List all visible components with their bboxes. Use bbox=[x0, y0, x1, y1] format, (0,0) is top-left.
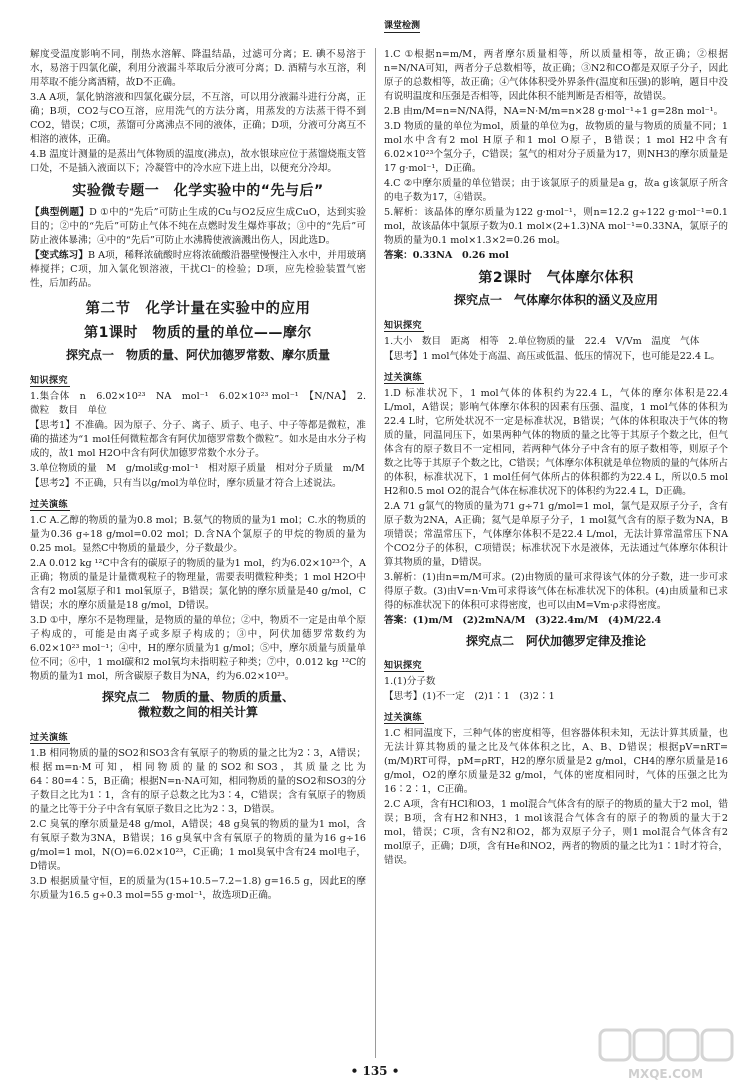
exercise-tag: 过关演练 bbox=[30, 730, 70, 744]
intro-paragraph: 4.B 温度计测量的是蒸出气体物质的温度(沸点)，故水银球应位于蒸馏烧瓶支管口处，不是插入液面以下；冷凝管中的冷水应下进上出，以便充分冷却。 bbox=[30, 149, 366, 174]
exercise-item: 2.C A项，含有HCl和O3，1 mol混合气体含有的原子的物质的量大于2 mol，错误；B项，含有H2和NH3，1 mol该混合气体含有的原子的物质的量大于2 mol，错误；C项，含有N2和O2，都为双原子分子，则1 mol混合气体含有2 mol原子，正确；D项，含有He和NO2，两者的物质的量之比为1∶1时才符合，错误。 bbox=[384, 799, 728, 867]
check-item: 1.C ①根据n=m/M，两者摩尔质量相等，所以质量相等，故正确；②根据n=N/NA可知，两者分子总数相等，故正确；③N2和CO都是双原子分子，因此原子的总数相等，故正确；④气体体积受外界条件(温度和压强)的影响，题目中没有说明温度和压强是否相等，因此体积不能判断是否相等，故错误。 bbox=[384, 49, 728, 102]
point-title: 探究点二 阿伏加德罗定律及推论 bbox=[465, 633, 646, 648]
column-divider bbox=[375, 48, 376, 1058]
knowledge-tag: 知识探究 bbox=[384, 318, 424, 332]
exercise-answer: 答案：(1)m/M (2)2mNA/M (3)22.4m/M (4)M/22.4 bbox=[384, 614, 662, 626]
point-title: 探究点一 气体摩尔体积的涵义及应用 bbox=[453, 293, 658, 307]
variant-label: 【变式练习】 bbox=[30, 250, 88, 261]
point-title bbox=[30, 690, 366, 721]
check-item: 3.D 物质的量的单位为mol，质量的单位为g，故物质的量与物质的质量不同；1 mol水中含有2 mol H原子和1 mol O原子，B错误；1 mol H2中含有6.02×10²³个氢分子，C错误；氢气的相对分子质量为17，则NH3的摩尔质量是17 g·mol⁻¹，D正确。 bbox=[384, 121, 728, 174]
knowledge-item: 1.(1)分子数 bbox=[384, 676, 436, 688]
watermark-logo-icon bbox=[598, 1028, 738, 1084]
left-column bbox=[30, 48, 366, 904]
lesson-title: 第1课时 物质的量的单位——摩尔 bbox=[84, 325, 312, 341]
check-answer: 答案：0.33NA 0.26 mol bbox=[384, 250, 509, 261]
point-title-line: 微粒数之间的相关计算 bbox=[137, 705, 258, 720]
intro-paragraph: 解度受温度影响不同，削热水溶解、降温结晶，过滤可分离；E. 碘不易溶于水，易溶于四氯化碳，利用分液漏斗萃取后分液可分离；D. 酒精与水互溶，利用萃取不能分离酒精，故D不正确。 bbox=[30, 49, 366, 88]
lesson-title: 第2课时 气体摩尔体积 bbox=[478, 270, 634, 286]
section-title: 第二节 化学计量在实验中的应用 bbox=[85, 301, 311, 317]
exercise-item: 1.C 相同温度下，三种气体的密度相等，但容器体积未知，无法计算其质量，也无法计算其物质的量之比及气体体积之比，A、B、D错误；根据pV=nRT=(m/M)RT可得，pM=ρRT，H2的摩尔质量是2 g/mol，CH4的摩尔质量是16 g/mol，O2的摩尔质量是32 g/mol，气体的密度相同时，气体的压强之比为16∶2∶1，C正确。 bbox=[384, 728, 728, 796]
knowledge-item: 1.大小 数目 距离 相等 2.单位物质的量 22.4 V/Vm 温度 气体 bbox=[384, 335, 700, 347]
exercise-tag: 过关演练 bbox=[384, 370, 424, 384]
knowledge-tag: 知识探究 bbox=[384, 658, 424, 672]
watermark-text: MXQE.COM bbox=[628, 1067, 704, 1081]
special-topic-title: 实验微专题一 化学实验中的“先与后” bbox=[72, 183, 324, 199]
example-label: 【典型例题】 bbox=[30, 207, 90, 218]
exercise-item: 3.解析：(1)由n=m/M可求。(2)由物质的量可求得该气体的分子数，进一步可求得原子数。(3)由V=n·Vm可求得该气体在标准状况下的体积。(4)由质量和已求得的标准状况下的体积可求得密度，也可以由M=Vm·ρ求得密度。 bbox=[384, 571, 728, 611]
knowledge-item: 1.集合体 n 6.02×10²³ NA mol⁻¹ 6.02×10²³ mol⁻¹ 【N/NA】 2.微粒 数目 单位 bbox=[30, 390, 366, 416]
think-item: 【思考】1 mol气体处于高温、高压或低温、低压的情况下，也可能是22.4 L。 bbox=[384, 350, 721, 362]
exercise-item: 2.C 臭氧的摩尔质量是48 g/mol，A错误；48 g臭氧的物质的量为1 mol，含有氧原子数为3NA，B错误；16 g臭氧中含有氧原子的物质的量为16 g÷16 g/mol=1 mol，N(O)=6.02×10²³，C正确；1 mol臭氧中含有24 mol电子，D错误。 bbox=[30, 818, 366, 872]
exercise-item: 1.C A.乙醇的物质的量为0.8 mol；B.氨气的物质的量为1 mol；C.水的物质的量为0.36 g÷18 g/mol=0.02 mol；D.含NA个氯原子的甲烷的物质的量为0.25 mol。显然C中物质的量最少，分子数最少。 bbox=[30, 514, 366, 554]
check-item: 4.C ②中摩尔质量的单位错误；由于该氯原子的质量是a g，故a g该氯原子所含的电子数为17，④错误。 bbox=[384, 178, 728, 203]
check-item: 2.B 由m/M=n=N/NA得，NA=N·M/m=n×28 g·mol⁻¹÷1 g=28n mol⁻¹。 bbox=[384, 106, 724, 117]
variant-answer bbox=[30, 249, 366, 291]
example-answer bbox=[30, 206, 366, 248]
section-tag-class-check: 课堂检测 bbox=[384, 18, 420, 33]
exercise-tag: 过关演练 bbox=[30, 497, 70, 511]
exercise-item: 3.D ①中，摩尔不是物理量，是物质的量的单位；②中，物质不一定是由单个原子构成的，可能是由离子或多原子构成的；③中，阿伏加德罗常数约为6.02×10²³ mol⁻¹；④中，H的摩尔质量为1 g/mol；⑤中，摩尔质量与质量单位不同；⑥中，1 mol碳和2 mol氧均未指明粒子种类；⑦中，0.012 kg ¹²C的物质的量为1 mol，所含碳原子数目为NA，约为6.02×10²³。 bbox=[30, 614, 366, 682]
intro-paragraph: 3.A A项，氯化钠溶液和四氯化碳分层，不互溶，可以用分液漏斗进行分离，正确；B项，CO2与CO互溶，应用洗气的方法分离，用蒸发的方法蒸干得不到CO2，错误；C项，蒸馏可分离沸点不同的液体，正确；D项，分液可分离互不相溶的液体，正确。 bbox=[30, 92, 366, 145]
think-item: 【思考2】不正确，只有当以g/mol为单位时，摩尔质量才符合上述说法。 bbox=[30, 477, 342, 489]
think-item: 【思考1】不准确。因为原子、分子、离子、质子、电子、中子等都是微粒，准确的描述为“1 mol任何微粒都含有阿伏加德罗常数个微粒”。如水是由水分子构成的，故1 mol H2O中含有阿伏加德罗常数个水分子。 bbox=[30, 419, 366, 459]
example-text: D ①中的“先后”可防止生成的Cu与O2反应生成CuO，达到实验目的；②中的“先后”可防止气体不纯在点燃时发生爆炸事故；③中的“先后”可防止液体暴沸；④中的“先后”可防止水沸腾使液滴溅出伤人，因此选D。 bbox=[30, 207, 367, 246]
exercise-item: 2.A 0.012 kg ¹²C中含有的碳原子的物质的量为1 mol，约为6.02×10²³个，A正确；物质的量是计量微观粒子的物理量，需要表明微粒种类；1 mol H2O中含有2 mol氢原子和1 mol氧原子，B错误；氯化钠的摩尔质量是40 g/mol，C错误；水的摩尔质量是18 g/mol，D错误。 bbox=[30, 557, 366, 611]
point-title: 探究点一 物质的量、阿伏加德罗常数、摩尔质量 bbox=[65, 348, 330, 362]
exercise-item: 1.B 相同物质的量的SO2和SO3含有氧原子的物质的量之比为2∶3，A错误；根据m=n·M可知，相同物质的量的SO2和SO3，其质量之比为64∶80=4∶5，B正确；根据N=n·NA可知，相同物质的量的SO2和SO3的分子数目之比为1∶1，含有的原子总数之比为3∶4，C错误；含有氧原子的物质的量之比等于分子中含有氧原子数目之比为2∶3，D错误。 bbox=[30, 747, 366, 815]
exercise-item: 1.D 标准状况下，1 mol气体的体积约为22.4 L，气体的摩尔体积是22.4 L/mol，A错误；影响气体摩尔体积的因素有压强、温度，1 mol气体的体积为22.4 L时，它所处状况不一定是标准状况，B错误；气体的体积取决于气体的物质的量，同温同压下，如果两种气体的物质的量之比等于其原子个数之比，但气体含有的原子数目不一定相同，若两种气体分子中含有的原子数相等，则原子个数之比等于其原子个数之比，C错误；气体摩尔体积就是单位物质的量的气体所占的体积，标准状况下，1 mol任何气体所占的体积都约为22.4 L，所以0.5 mol H2和0.5 mol O2的混合气体在标准状况下的体积约为22.4 L，D正确。 bbox=[384, 387, 728, 497]
think-item: 【思考】(1)不一定 (2)1∶1 (3)2∶1 bbox=[384, 691, 555, 703]
point-title-line: 探究点二 物质的量、物质的质量、 bbox=[101, 689, 294, 704]
knowledge-item: 3.单位物质的量 M g/mol或g·mol⁻¹ 相对原子质量 相对分子质量 m/M bbox=[30, 462, 365, 474]
variant-text: B A项，稀释浓硫酸时应将浓硫酸沿器壁慢慢注入水中，并用玻璃棒搅拌；C项，加入氯化钡溶液，干扰Cl⁻的检验；D项，应先检验装置气密性，后加药品。 bbox=[30, 250, 366, 289]
check-item: 5.解析：该晶体的摩尔质量为122 g·mol⁻¹，则n=12.2 g÷122 g·mol⁻¹=0.1 mol，故该晶体中氯原子数为0.1 mol×(2+1.3)NA mol⁻¹=0.33NA，氯原子的物质的量为0.1 mol×1.3×2=0.26 mol。 bbox=[384, 207, 728, 246]
exercise-item: 2.A 71 g氯气的物质的量为71 g÷71 g/mol=1 mol，氯气是双原子分子，含有原子数为2NA，A正确；氦气是单原子分子，1 mol氦气含有的原子数为NA，B项错误；常温常压下，气体摩尔体积不是22.4 L/mol，无法计算常温常压下NA个CO2分子的体积，C项错误；标准状况下水是液体，无法通过气体摩尔体积计算其物质的量，D错误。 bbox=[384, 500, 728, 568]
exercise-item: 3.D 根据质量守恒，E的质量为(15+10.5−7.2−1.8) g=16.5 g，因此E的摩尔质量为16.5 g÷0.3 mol=55 g·mol⁻¹，故选项D正确。 bbox=[30, 875, 366, 901]
knowledge-tag: 知识探究 bbox=[30, 373, 70, 387]
exercise-tag: 过关演练 bbox=[384, 710, 424, 724]
right-column bbox=[384, 48, 728, 869]
page-number: • 135 • bbox=[350, 1064, 400, 1078]
